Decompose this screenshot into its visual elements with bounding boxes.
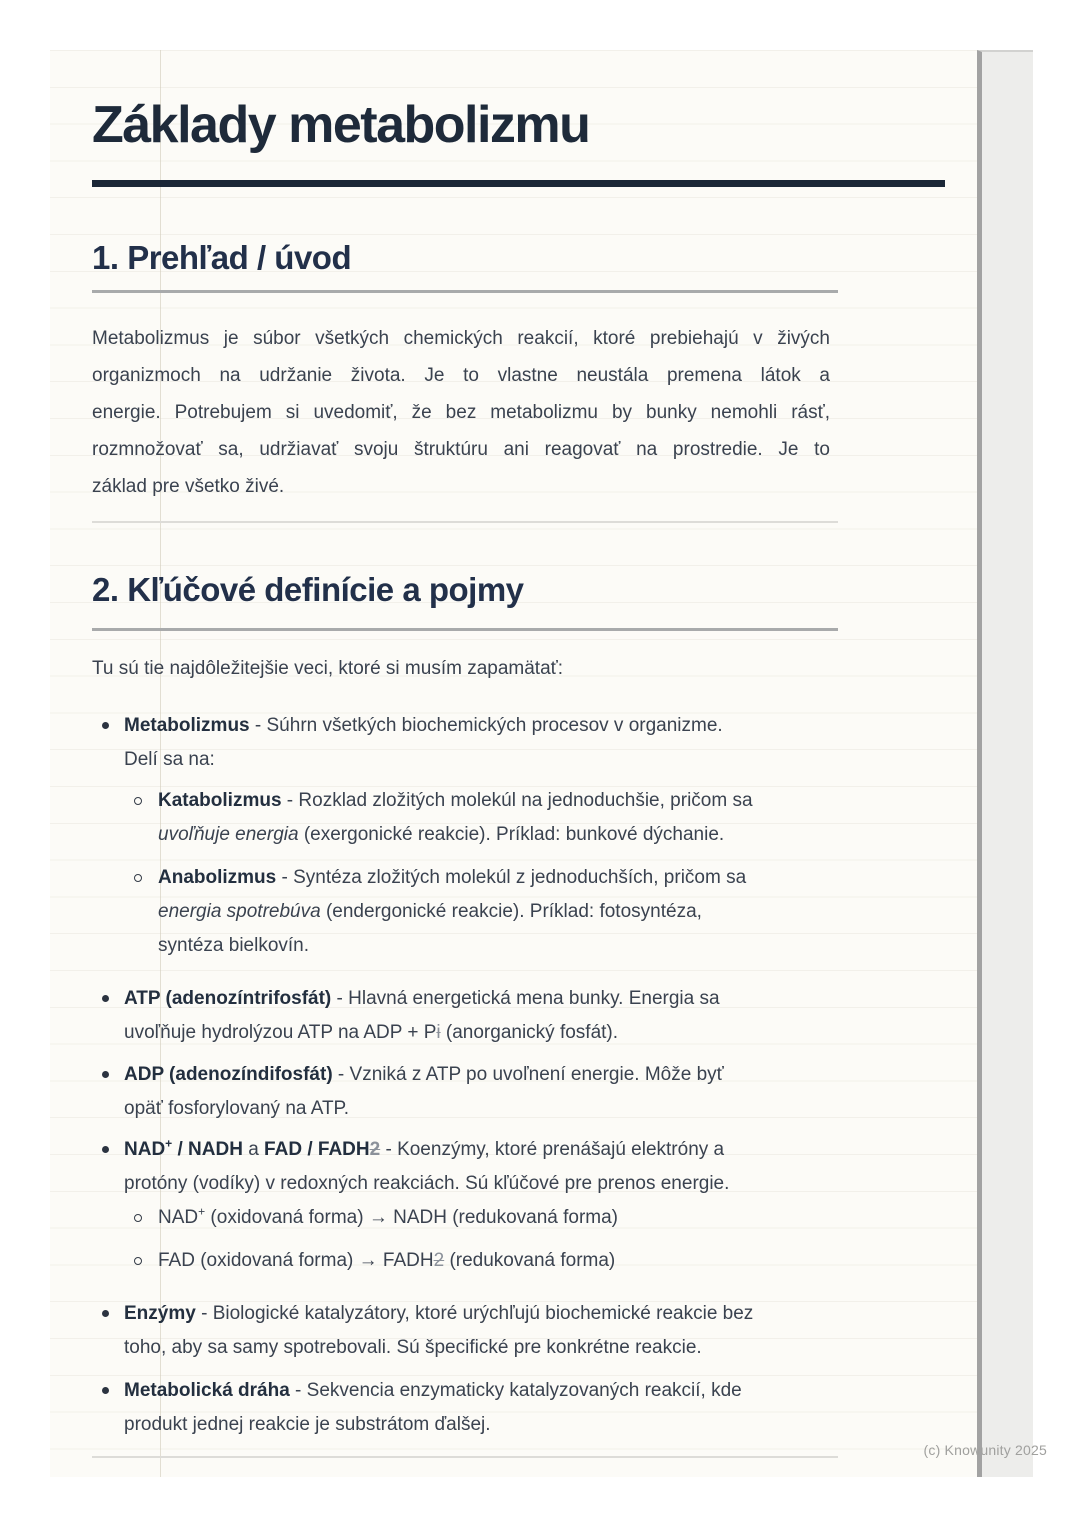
term-metabolicka-draha: Metabolická dráha [124, 1380, 290, 1401]
term-katabolizmus: Katabolizmus [158, 790, 282, 811]
item-text: protóny (vodíky) v redoxných reakciách. Sú kľúčové pre prenos energie. [124, 1173, 730, 1194]
list-item-metabolizmus [92, 709, 838, 963]
term-text: / NADH [172, 1139, 243, 1160]
section-divider [92, 521, 838, 523]
item-text: - Koenzýmy, ktoré prenášajú elektróny a [380, 1139, 725, 1160]
item-text: NAD [158, 1207, 199, 1228]
bullet-icon [102, 1071, 109, 1078]
list-item-nad-fad [92, 1133, 838, 1278]
section-2-heading: 2. Kľúčové definície a pojmy [92, 571, 524, 608]
circle-bullet-icon [134, 1257, 142, 1265]
struck-subscript-i: i [436, 1022, 441, 1043]
item-text: syntéza bielkovín. [158, 935, 310, 956]
item-text: - Súhrn všetkých biochemických procesov v organizme. [249, 715, 723, 736]
list-item-metabolicka-draha [92, 1374, 838, 1442]
list-item-nad-forms [124, 1201, 838, 1235]
item-text: - Rozklad zložitých molekúl na jednoduchšie, pričom sa [281, 790, 753, 811]
circle-bullet-icon [134, 797, 142, 805]
item-text: (oxidovaná forma) → NADH (redukovaná forma) [205, 1207, 619, 1228]
struck-subscript-2: 2 [369, 1139, 381, 1160]
next-page-edge [977, 50, 1033, 1477]
item-text-italic: energia spotrebúva [158, 901, 321, 922]
copyright-watermark: (c) Knowunity 2025 [923, 1442, 1047, 1458]
section-1-heading: 1. Prehľad / úvod [92, 239, 352, 276]
item-text: - Syntéza zložitých molekúl z jednoduchších, pričom sa [276, 867, 747, 888]
item-text: (anorganický fosfát). [440, 1022, 619, 1043]
item-text: toho, aby sa samy spotrebovali. Sú špecifické pre konkrétne reakcie. [124, 1337, 702, 1358]
term-anabolizmus: Anabolizmus [158, 867, 277, 888]
paragraph-line: energie. Potrebujem si uvedomiť, že bez metabolizmu by bunky nemohli rásť, [92, 402, 830, 423]
list-item-anabolizmus [124, 861, 838, 963]
term-fad-fadh2: FAD / FADH [264, 1139, 370, 1160]
superscript-plus: + [165, 1136, 173, 1151]
list-item-fad-forms [124, 1244, 838, 1278]
item-text: (endergonické reakcie). Príklad: fotosyntéza, [320, 901, 702, 922]
paragraph-line: Metabolizmus je súbor všetkých chemických reakcií, ktoré prebiehajú v živých [92, 328, 830, 349]
item-text: opäť fosforylovaný na ATP. [124, 1098, 350, 1119]
definitions-list [92, 709, 838, 1442]
item-text: uvoľňuje hydrolýzou ATP na ADP + P [124, 1022, 437, 1043]
item-text: (exergonické reakcie). Príklad: bunkové dýchanie. [298, 824, 725, 845]
bullet-icon [102, 1310, 109, 1317]
item-text: - Vzniká z ATP po uvoľnení energie. Môže byť [332, 1064, 724, 1085]
section-2-rule [92, 628, 838, 631]
section-1-rule [92, 290, 838, 293]
term-enzymy: Enzýmy [124, 1303, 196, 1324]
title-rule [92, 180, 945, 187]
item-text: - Hlavná energetická mena bunky. Energia sa [331, 988, 720, 1009]
item-text: a [242, 1139, 265, 1160]
page-title: Základy metabolizmu [92, 96, 590, 154]
paragraph-line: rozmnožovať sa, udržiavať svoju štruktúru ani reagovať na prostredie. Je to [92, 439, 830, 460]
item-text: FAD (oxidovaná forma) → FADH [158, 1250, 434, 1271]
document-content [92, 0, 838, 1458]
list-item-atp [92, 982, 838, 1050]
bullet-icon [102, 1146, 109, 1153]
item-text: - Sekvencia enzymaticky katalyzovaných reakcií, kde [289, 1380, 742, 1401]
list-item-enzymy [92, 1297, 838, 1365]
bullet-icon [102, 1387, 109, 1394]
item-text: Delí sa na: [124, 749, 215, 770]
bullet-icon [102, 995, 109, 1002]
term-text: NAD [124, 1139, 166, 1160]
list-item-adp [92, 1058, 838, 1126]
item-text: produkt jednej reakcie je substrátom ďalšej. [124, 1414, 491, 1435]
item-text-italic: uvoľňuje energia [158, 824, 299, 845]
paragraph-line: základ pre všetko živé. [92, 476, 285, 497]
paragraph-line: organizmoch na udržanie života. Je to vlastne neustála premena látok a [92, 365, 830, 386]
struck-subscript-2: 2 [433, 1250, 445, 1271]
definitions-intro: Tu sú tie najdôležitejšie veci, ktoré si musím zapamätať: [92, 658, 564, 679]
circle-bullet-icon [134, 1214, 142, 1222]
nad-fad-sublist [124, 1201, 838, 1278]
bottom-divider [92, 1456, 838, 1458]
list-item-katabolizmus [124, 784, 838, 852]
item-text: (redukovaná forma) [444, 1250, 616, 1271]
metabolizmus-sublist [124, 784, 838, 963]
term-nad-nadh [124, 1136, 243, 1160]
term-atp: ATP (adenozíntrifosfát) [124, 988, 332, 1009]
circle-bullet-icon [134, 874, 142, 882]
superscript-plus: + [198, 1204, 206, 1219]
term-metabolizmus: Metabolizmus [124, 715, 250, 736]
term-adp: ADP (adenozíndifosfát) [124, 1064, 333, 1085]
bullet-icon [102, 722, 109, 729]
item-text: - Biologické katalyzátory, ktoré urýchľujú biochemické reakcie bez [195, 1303, 754, 1324]
intro-paragraph [92, 320, 830, 505]
